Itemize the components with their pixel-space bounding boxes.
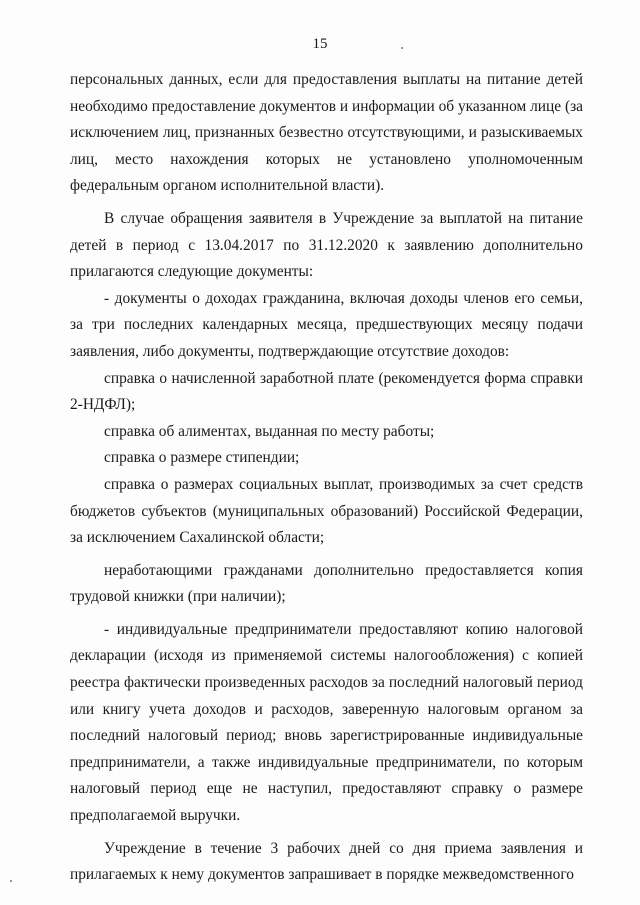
- paragraph-continuation: персональных данных, если для предоставления выплаты на питание детей необходимо предоставление документов и информации об указанном лице (за исключением лиц, признанных безвестно отсутствующими, и разыскиваемых лиц, место нахождения которых не установлено уполномоченным федеральным органом исполнительной власти).: [70, 71, 583, 195]
- paragraph-work-book: неработающими гражданами дополнительно предоставляется копия трудовой книжки (при наличии);: [70, 561, 583, 606]
- paragraph-interagency-request: Учреждение в течение 3 рабочих дней со дня приема заявления и прилагаемых к нему документов запрашивает в порядке межведомственного: [70, 839, 583, 884]
- paragraph-income-documents: - документы о доходах гражданина, включая доходы членов его семьи, за три последних календарных месяца, предшествующих месяцу подачи заявления, либо документы, подтверждающие отсутствие доходов:: [70, 289, 583, 360]
- paragraph-entrepreneurs: - индивидуальные предприниматели предоставляют копию налоговой декларации (исходя из применяемой системы налогообложения) с копией реестра фактически произведенных расходов за последний налоговый период или книгу учета доходов и расходов, заверенную налоговым органом за последний налоговый период; вновь зарегистрированные индивидуальные предприниматели, а также индивидуальные предприниматели, по которым налоговый период еще не наступил, предоставляют справку о размере предполагаемой выручки.: [70, 620, 583, 825]
- paragraph-social-payments-certificate: справка о размерах социальных выплат, производимых за счет средств бюджетов субъектов (муниципальных образований) Российской Федерации, за исключением Сахалинской области;: [70, 475, 583, 547]
- scan-speck: [401, 47, 403, 49]
- paragraph-request-period: В случае обращения заявителя в Учреждение за выплатой на питание детей в период с 13.04.2017 по 31.12.2020 к заявлению дополнительно прилагаются следующие документы:: [70, 209, 583, 281]
- paragraph-stipend-certificate: справка о размере стипендии;: [104, 449, 300, 467]
- paragraph-alimony-certificate: справка об алиментах, выданная по месту работы;: [104, 422, 435, 440]
- scan-speck: [10, 880, 12, 882]
- document-body: [70, 67, 583, 889]
- page-number: 15: [312, 36, 328, 52]
- paragraph-salary-certificate: справка о начисленной заработной плате (рекомендуется форма справки 2-НДФЛ);: [70, 369, 583, 414]
